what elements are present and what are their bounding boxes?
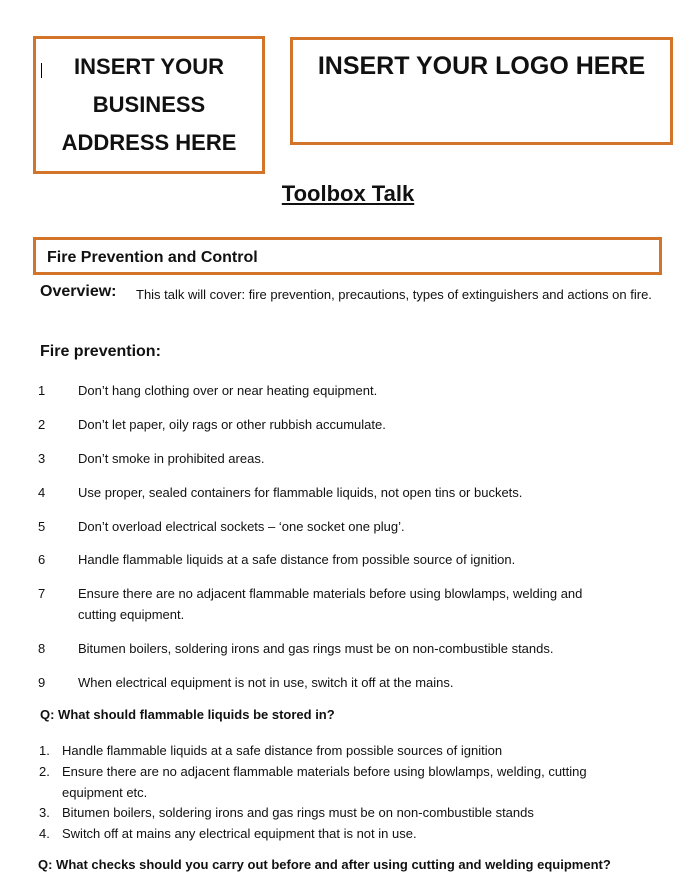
list-text: Use proper, sealed containers for flammable liquids, not open tins or buckets.: [78, 485, 523, 500]
list-text: Bitumen boilers, soldering irons and gas rings must be on non-combustible stands.: [78, 641, 554, 656]
answer-number: 4.: [39, 826, 50, 841]
answer-text: Switch off at mains any electrical equipment that is not in use.: [62, 826, 417, 841]
list-number: 4: [38, 485, 46, 500]
list-number: 2: [38, 417, 46, 432]
list-number: 1: [38, 383, 46, 398]
list-number: 7: [38, 586, 46, 601]
list-text: When electrical equipment is not in use, switch it off at the mains.: [78, 675, 454, 690]
answer-number: 2.: [39, 764, 50, 779]
text-cursor: [41, 63, 42, 78]
list-text: Don’t overload electrical sockets – ‘one socket one plug’.: [78, 519, 405, 534]
overview-text: This talk will cover: fire prevention, precautions, types of extinguishers and actions on fire.: [136, 287, 652, 302]
section-title-box: [33, 237, 662, 275]
list-text: Ensure there are no adjacent flammable materials before using blowlamps, welding and cutting equipment.: [78, 586, 583, 622]
list-number: 5: [38, 519, 46, 534]
address-line: INSERT YOUR: [74, 54, 224, 79]
list-text: Don’t smoke in prohibited areas.: [78, 451, 265, 466]
list-number: 8: [38, 641, 46, 656]
document-title: [0, 181, 696, 207]
question-2: Q: What checks should you carry out before and after using cutting and welding equipment?: [38, 857, 611, 872]
business-address-box: [33, 36, 265, 174]
document-title-text: Toolbox Talk: [281, 181, 415, 206]
answer-text: Bitumen boilers, soldering irons and gas rings must be on non-combustible stands: [62, 805, 534, 820]
address-line: BUSINESS: [92, 92, 206, 117]
overview-label: Overview:: [40, 283, 117, 300]
list-number: 3: [38, 451, 46, 466]
answer-number: 3.: [39, 805, 50, 820]
logo-placeholder-text: INSERT YOUR LOGO HERE: [317, 52, 646, 80]
list-number: 9: [38, 675, 46, 690]
answer-text: Ensure there are no adjacent flammable materials before using blowlamps, welding, cutting equipment etc.: [62, 764, 587, 800]
fire-prevention-heading: Fire prevention:: [40, 343, 161, 360]
question-1: Q: What should flammable liquids be stored in?: [40, 707, 335, 722]
list-text: Handle flammable liquids at a safe distance from possible source of ignition.: [78, 552, 516, 567]
section-title: Fire Prevention and Control: [47, 249, 258, 266]
list-number: 6: [38, 552, 46, 567]
answer-number: 1.: [39, 743, 50, 758]
answer-text: Handle flammable liquids at a safe distance from possible sources of ignition: [62, 743, 503, 758]
address-text: [62, 48, 237, 162]
list-text: Don’t let paper, oily rags or other rubbish accumulate.: [78, 417, 386, 432]
list-text: Don’t hang clothing over or near heating equipment.: [78, 383, 378, 398]
address-line: ADDRESS HERE: [61, 130, 237, 155]
logo-placeholder-box: [290, 37, 673, 145]
